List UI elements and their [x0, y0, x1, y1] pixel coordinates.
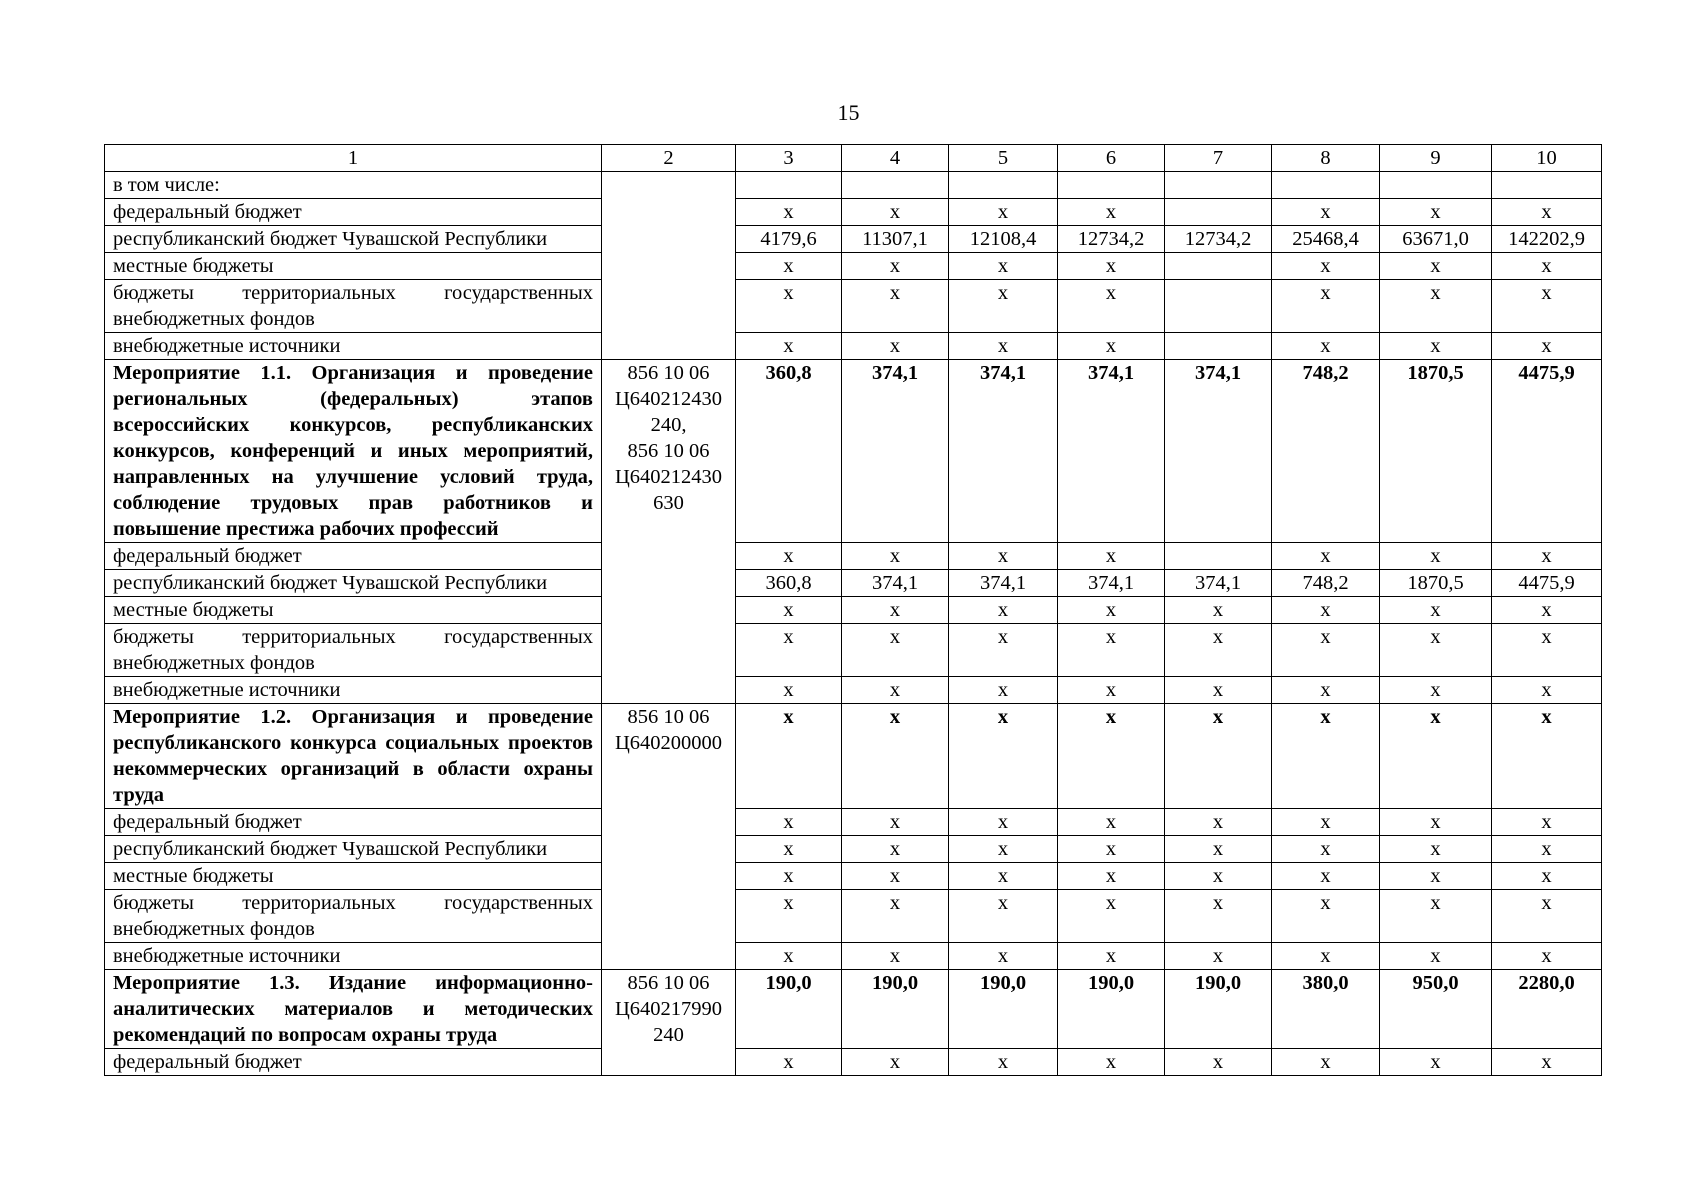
budget-source-row — [105, 677, 1602, 704]
budget-source-row — [105, 809, 1602, 836]
amount-cell: х — [1492, 704, 1602, 809]
amount-cell: х — [1058, 624, 1165, 677]
amount-cell: 4475,9 — [1492, 360, 1602, 543]
code-line: 856 10 06 — [627, 706, 710, 728]
amount-cell: х — [1380, 624, 1492, 677]
amount-cell: х — [949, 199, 1058, 226]
amount-cell: х — [736, 597, 842, 624]
amount-cell: х — [1272, 943, 1380, 970]
amount-cell: х — [736, 624, 842, 677]
amount-cell: х — [842, 597, 949, 624]
amount-cell: х — [736, 543, 842, 570]
amount-cell: х — [736, 836, 842, 863]
code-line: 856 10 06 — [627, 972, 710, 994]
measure-name: Мероприятие 1.1. Организация и проведение региональных (федеральных) этапов всероссийских конкурсов, республиканских конкурсов, конференций и иных мероприятий, направленных на улучшение условий труда, соблюдение трудовых прав работников и повышение престижа рабочих профессий — [105, 360, 602, 543]
amount-cell: 380,0 — [1272, 970, 1380, 1049]
amount-cell: х — [1272, 543, 1380, 570]
column-number: 2 — [602, 145, 736, 172]
amount-cell — [1165, 280, 1272, 333]
amount-cell: х — [1272, 677, 1380, 704]
budget-source-label: федеральный бюджет — [105, 809, 602, 836]
amount-cell: 12734,2 — [1058, 226, 1165, 253]
page-number: 15 — [837, 100, 860, 125]
amount-cell: х — [949, 943, 1058, 970]
amount-cell: х — [842, 624, 949, 677]
amount-cell: х — [949, 624, 1058, 677]
amount-cell: х — [1380, 333, 1492, 360]
budget-source-row — [105, 597, 1602, 624]
amount-cell: х — [1058, 704, 1165, 809]
amount-cell: 360,8 — [736, 570, 842, 597]
amount-cell: х — [736, 943, 842, 970]
amount-cell — [1272, 172, 1380, 199]
amount-cell — [1165, 333, 1272, 360]
amount-cell: х — [1165, 624, 1272, 677]
amount-cell: х — [949, 253, 1058, 280]
amount-cell: х — [1272, 890, 1380, 943]
amount-cell: 374,1 — [842, 570, 949, 597]
amount-cell: х — [1380, 677, 1492, 704]
amount-cell: х — [1165, 836, 1272, 863]
amount-cell: 374,1 — [1058, 570, 1165, 597]
budget-source-row — [105, 624, 1602, 677]
amount-cell: х — [1058, 597, 1165, 624]
amount-cell: х — [1272, 597, 1380, 624]
amount-cell: х — [842, 199, 949, 226]
amount-cell: х — [1165, 1049, 1272, 1076]
amount-cell: х — [736, 677, 842, 704]
amount-cell: х — [1380, 943, 1492, 970]
amount-cell: х — [1165, 943, 1272, 970]
budget-source-row — [105, 253, 1602, 280]
column-number: 1 — [105, 145, 602, 172]
amount-cell: 374,1 — [1165, 360, 1272, 543]
budget-source-row — [105, 943, 1602, 970]
amount-cell: х — [736, 1049, 842, 1076]
code-line: Ц640217990 — [614, 998, 723, 1020]
amount-cell: х — [736, 704, 842, 809]
amount-cell: х — [1272, 809, 1380, 836]
amount-cell: х — [1492, 943, 1602, 970]
amount-cell: х — [842, 1049, 949, 1076]
amount-cell: х — [842, 890, 949, 943]
amount-cell: 4179,6 — [736, 226, 842, 253]
amount-cell: 374,1 — [842, 360, 949, 543]
code-line: Ц640200000 — [614, 732, 723, 754]
amount-cell: х — [1165, 597, 1272, 624]
column-number: 3 — [736, 145, 842, 172]
amount-cell: х — [1492, 863, 1602, 890]
amount-cell: 25468,4 — [1272, 226, 1380, 253]
amount-cell: 374,1 — [1058, 360, 1165, 543]
amount-cell: 11307,1 — [842, 226, 949, 253]
measure-row — [105, 970, 1602, 1049]
amount-cell: х — [1058, 863, 1165, 890]
budget-source-row — [105, 280, 1602, 333]
column-number: 9 — [1380, 145, 1492, 172]
amount-cell: х — [949, 333, 1058, 360]
amount-cell: 374,1 — [949, 570, 1058, 597]
amount-cell: х — [1492, 809, 1602, 836]
amount-cell: х — [1058, 199, 1165, 226]
amount-cell: х — [1380, 280, 1492, 333]
column-number: 4 — [842, 145, 949, 172]
budget-source-row — [105, 1049, 1602, 1076]
amount-cell: х — [736, 890, 842, 943]
amount-cell: 1870,5 — [1380, 570, 1492, 597]
amount-cell: х — [1165, 890, 1272, 943]
budget-source-row — [105, 172, 1602, 199]
budget-classification-code — [602, 172, 736, 360]
amount-cell: х — [1058, 280, 1165, 333]
budget-source-label: внебюджетные источники — [105, 677, 602, 704]
measure-name: Мероприятие 1.2. Организация и проведение республиканского конкурса социальных проектов некоммерческих организаций в области охраны труда — [105, 704, 602, 809]
amount-cell: х — [1272, 863, 1380, 890]
amount-cell: х — [949, 863, 1058, 890]
amount-cell: х — [1380, 836, 1492, 863]
amount-cell: х — [1492, 199, 1602, 226]
measure-name: Мероприятие 1.3. Издание информационно-аналитических материалов и методических рекомендаций по вопросам охраны труда — [105, 970, 602, 1049]
amount-cell: х — [1380, 543, 1492, 570]
amount-cell: х — [1058, 809, 1165, 836]
code-line: Ц640212430 — [614, 466, 723, 488]
amount-cell: 1870,5 — [1380, 360, 1492, 543]
column-number: 6 — [1058, 145, 1165, 172]
amount-cell: х — [736, 253, 842, 280]
amount-cell: х — [1165, 809, 1272, 836]
amount-cell: х — [842, 543, 949, 570]
budget-classification-code — [602, 360, 736, 704]
amount-cell: 190,0 — [1165, 970, 1272, 1049]
amount-cell: х — [1492, 597, 1602, 624]
amount-cell: х — [736, 333, 842, 360]
amount-cell: х — [1272, 704, 1380, 809]
budget-classification-code — [602, 704, 736, 970]
amount-cell: 2280,0 — [1492, 970, 1602, 1049]
amount-cell: 4475,9 — [1492, 570, 1602, 597]
budget-source-row — [105, 226, 1602, 253]
measure-row — [105, 360, 1602, 543]
amount-cell: х — [842, 333, 949, 360]
amount-cell: 748,2 — [1272, 570, 1380, 597]
amount-cell: х — [1058, 943, 1165, 970]
amount-cell — [842, 172, 949, 199]
amount-cell: х — [842, 863, 949, 890]
amount-cell: х — [842, 253, 949, 280]
column-number-row — [105, 145, 1602, 172]
amount-cell: 63671,0 — [1380, 226, 1492, 253]
amount-cell: х — [1272, 253, 1380, 280]
amount-cell: х — [949, 809, 1058, 836]
amount-cell: 190,0 — [949, 970, 1058, 1049]
amount-cell: х — [949, 597, 1058, 624]
budget-table — [104, 144, 1602, 1076]
amount-cell: х — [1272, 333, 1380, 360]
amount-cell: 374,1 — [1165, 570, 1272, 597]
amount-cell: х — [1492, 253, 1602, 280]
amount-cell: 12734,2 — [1165, 226, 1272, 253]
amount-cell: 360,8 — [736, 360, 842, 543]
amount-cell: 190,0 — [842, 970, 949, 1049]
amount-cell: 190,0 — [1058, 970, 1165, 1049]
amount-cell: х — [949, 677, 1058, 704]
amount-cell — [736, 172, 842, 199]
budget-source-row — [105, 863, 1602, 890]
budget-source-row — [105, 890, 1602, 943]
amount-cell: х — [842, 809, 949, 836]
amount-cell: х — [736, 199, 842, 226]
amount-cell: х — [1380, 809, 1492, 836]
amount-cell: х — [1492, 677, 1602, 704]
budget-source-label: федеральный бюджет — [105, 199, 602, 226]
amount-cell: х — [1492, 836, 1602, 863]
amount-cell: х — [1272, 836, 1380, 863]
amount-cell: х — [1272, 624, 1380, 677]
amount-cell: 12108,4 — [949, 226, 1058, 253]
amount-cell: х — [949, 1049, 1058, 1076]
amount-cell — [1058, 172, 1165, 199]
budget-source-row — [105, 570, 1602, 597]
amount-cell: х — [1492, 280, 1602, 333]
amount-cell: х — [842, 943, 949, 970]
table-body — [105, 145, 1602, 1076]
amount-cell: 748,2 — [1272, 360, 1380, 543]
measure-row — [105, 704, 1602, 809]
amount-cell: х — [1058, 890, 1165, 943]
amount-cell: х — [1380, 863, 1492, 890]
budget-source-label: местные бюджеты — [105, 863, 602, 890]
budget-source-row — [105, 836, 1602, 863]
column-number: 8 — [1272, 145, 1380, 172]
amount-cell: х — [1492, 333, 1602, 360]
column-number: 7 — [1165, 145, 1272, 172]
code-line: 856 10 06 — [627, 362, 710, 384]
amount-cell: х — [1492, 624, 1602, 677]
amount-cell: х — [842, 836, 949, 863]
column-number: 5 — [949, 145, 1058, 172]
amount-cell — [949, 172, 1058, 199]
code-line: 240 — [653, 1024, 684, 1046]
amount-cell: х — [1492, 890, 1602, 943]
amount-cell: х — [1492, 1049, 1602, 1076]
column-number: 10 — [1492, 145, 1602, 172]
budget-source-row — [105, 333, 1602, 360]
amount-cell: х — [949, 890, 1058, 943]
amount-cell: х — [1165, 863, 1272, 890]
amount-cell: х — [949, 280, 1058, 333]
amount-cell — [1165, 543, 1272, 570]
amount-cell: 142202,9 — [1492, 226, 1602, 253]
amount-cell: х — [1272, 280, 1380, 333]
amount-cell: х — [1058, 677, 1165, 704]
amount-cell: х — [1058, 836, 1165, 863]
amount-cell — [1165, 199, 1272, 226]
budget-source-label: республиканский бюджет Чувашской Республики — [105, 570, 602, 597]
amount-cell: х — [1380, 253, 1492, 280]
amount-cell: х — [1058, 1049, 1165, 1076]
amount-cell: 374,1 — [949, 360, 1058, 543]
amount-cell: х — [1058, 333, 1165, 360]
amount-cell: х — [1380, 199, 1492, 226]
budget-source-label: внебюджетные источники — [105, 943, 602, 970]
budget-classification-code — [602, 970, 736, 1076]
amount-cell — [1165, 253, 1272, 280]
budget-source-label: местные бюджеты — [105, 253, 602, 280]
amount-cell: х — [736, 280, 842, 333]
amount-cell: х — [949, 836, 1058, 863]
amount-cell: х — [1492, 543, 1602, 570]
amount-cell: х — [1380, 597, 1492, 624]
budget-source-label: бюджеты территориальных государственных внебюджетных фондов — [105, 280, 602, 333]
budget-source-row — [105, 543, 1602, 570]
budget-source-label: республиканский бюджет Чувашской Республики — [105, 226, 602, 253]
amount-cell: х — [842, 704, 949, 809]
amount-cell: 950,0 — [1380, 970, 1492, 1049]
amount-cell: х — [1058, 543, 1165, 570]
budget-source-row — [105, 199, 1602, 226]
budget-source-label: бюджеты территориальных государственных внебюджетных фондов — [105, 624, 602, 677]
amount-cell: 190,0 — [736, 970, 842, 1049]
amount-cell: х — [949, 704, 1058, 809]
code-line: Ц640212430 — [614, 388, 723, 410]
amount-cell — [1165, 172, 1272, 199]
budget-source-label: федеральный бюджет — [105, 1049, 602, 1076]
budget-source-label: местные бюджеты — [105, 597, 602, 624]
amount-cell: х — [1165, 677, 1272, 704]
code-line: 630 — [653, 492, 684, 514]
budget-source-label: республиканский бюджет Чувашской Республики — [105, 836, 602, 863]
amount-cell: х — [1380, 1049, 1492, 1076]
amount-cell — [1380, 172, 1492, 199]
budget-source-label: бюджеты территориальных государственных внебюджетных фондов — [105, 890, 602, 943]
amount-cell — [1492, 172, 1602, 199]
amount-cell: х — [1165, 704, 1272, 809]
budget-source-label: в том числе: — [105, 172, 602, 199]
budget-source-label: внебюджетные источники — [105, 333, 602, 360]
code-line: 240, — [650, 414, 687, 436]
amount-cell: х — [736, 809, 842, 836]
amount-cell: х — [1272, 199, 1380, 226]
amount-cell: х — [842, 280, 949, 333]
amount-cell: х — [1058, 253, 1165, 280]
amount-cell: х — [842, 677, 949, 704]
amount-cell: х — [1380, 890, 1492, 943]
amount-cell: х — [1272, 1049, 1380, 1076]
amount-cell: х — [949, 543, 1058, 570]
budget-source-label: федеральный бюджет — [105, 543, 602, 570]
code-line: 856 10 06 — [627, 440, 710, 462]
amount-cell: х — [736, 863, 842, 890]
amount-cell: х — [1380, 704, 1492, 809]
